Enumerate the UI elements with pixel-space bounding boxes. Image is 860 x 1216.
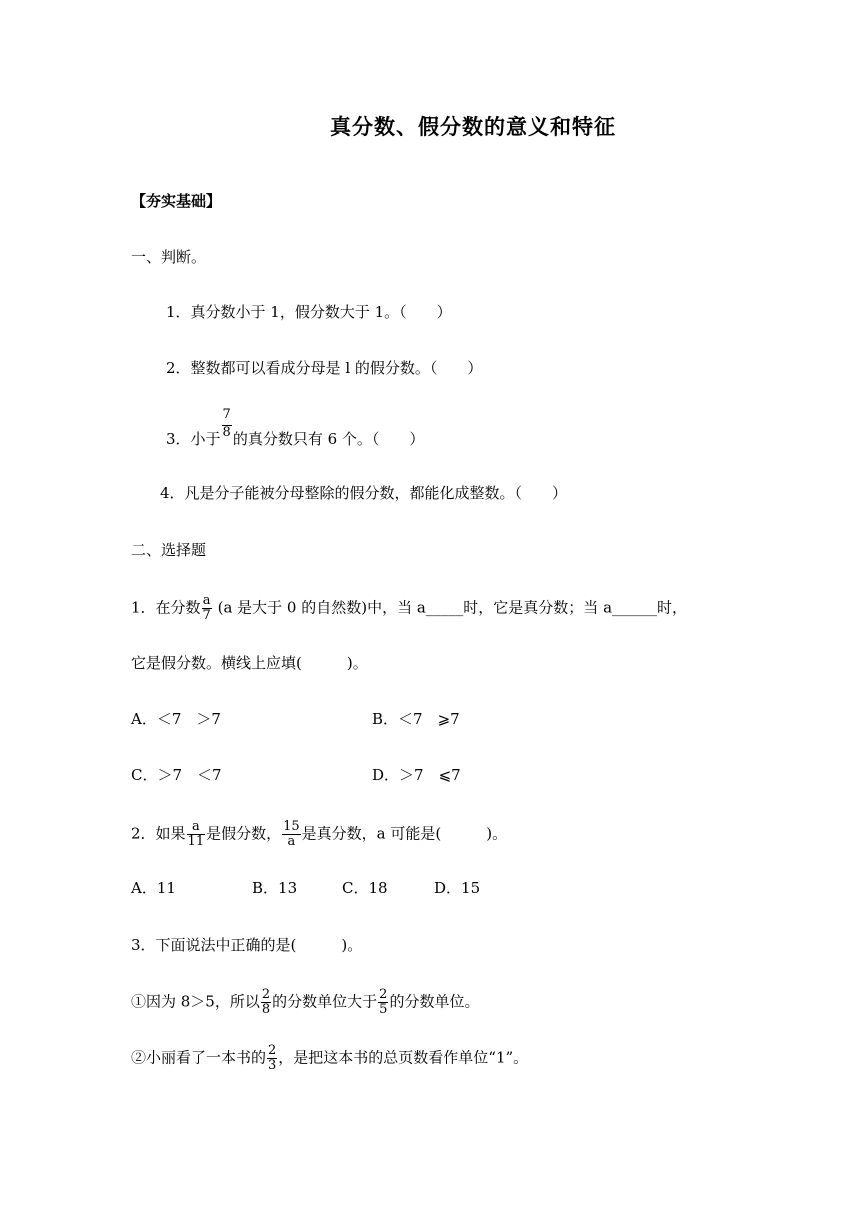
- judge-item-2: 2．整数都可以看成分母是 l 的假分数。（ ）: [166, 359, 483, 377]
- choice-q2-mid: 是假分数，: [206, 824, 282, 843]
- fraction-numerator: 7: [222, 408, 232, 426]
- fraction-numerator: 15: [283, 819, 300, 834]
- choice-q1-line2: 它是假分数。横线上应填( )。: [131, 654, 368, 672]
- choice-q2-option-c: C．18: [342, 879, 388, 897]
- fraction-denominator: 7: [202, 608, 211, 623]
- section-header: 【夯实基础】: [131, 192, 222, 210]
- judge-item-3: [166, 408, 424, 450]
- fraction-numerator: 2: [379, 987, 388, 1002]
- statement-1-mid: 的分数单位大于: [272, 992, 378, 1011]
- fraction-denominator: 11: [187, 834, 205, 849]
- fraction-2-5: [378, 988, 388, 1017]
- choice-q1-post: (a 是大于 0 的自然数)中，当 a_____时，它是真分数；当 a______时，: [212, 598, 688, 617]
- choice-q2-pre: 2．如果: [131, 824, 186, 843]
- choice-q3-statement-1: [131, 988, 479, 1017]
- choice-q3-stem: 3．下面说法中正确的是( )。: [131, 936, 363, 954]
- fraction-denominator: 3: [268, 1058, 277, 1073]
- fraction-denominator: 5: [379, 1002, 388, 1017]
- fraction-2-3: [267, 1044, 277, 1073]
- choice-q1-option-c: C．＞7 ＜7: [131, 766, 222, 784]
- fraction-numerator: 2: [268, 1043, 277, 1058]
- judge-item-3-pre: 3．小于: [166, 430, 221, 448]
- fraction-denominator: a: [287, 834, 296, 849]
- choice-q1-pre: 1．在分数: [131, 598, 201, 617]
- part2-heading: 二、选择题: [131, 541, 207, 559]
- choice-q1-line1: [131, 594, 687, 623]
- choice-q1-option-d: D．＞7 ⩽7: [372, 766, 461, 784]
- fraction-a-11: [187, 820, 206, 849]
- choice-q2-post: 是真分数，a 可能是( )。: [301, 824, 508, 843]
- choice-q3-statement-2: [131, 1044, 528, 1073]
- judge-item-4: 4．凡是分子能被分母整除的假分数，都能化成整数。（ ）: [160, 484, 568, 502]
- choice-q2-stem: [131, 820, 507, 849]
- choice-q1-option-a: A．＜7 ＞7: [131, 710, 221, 728]
- fraction-7-8: [222, 408, 232, 440]
- fraction-denominator: 8: [222, 425, 231, 440]
- page-title: 真分数、假分数的意义和特征: [330, 115, 616, 139]
- fraction-a-7: [202, 594, 212, 623]
- statement-1-post: 的分数单位。: [389, 992, 480, 1011]
- statement-2-pre: ②小丽看了一本书的: [131, 1048, 267, 1067]
- choice-q2-option-a: A．11: [131, 879, 176, 897]
- part1-heading: 一、判断。: [131, 248, 207, 266]
- judge-item-1: 1．真分数小于 1，假分数大于 1。（ ）: [166, 303, 452, 321]
- fraction-denominator: 8: [261, 1002, 271, 1017]
- choice-q1-option-b: B．＜7 ⩾7: [372, 710, 460, 728]
- judge-item-3-post: 的真分数只有 6 个。（ ）: [232, 430, 425, 448]
- statement-2-post: ，是把这本书的总页数看作单位“1”。: [278, 1048, 529, 1067]
- statement-1-pre: ①因为 8＞5，所以: [131, 992, 260, 1011]
- choice-q2-option-b: B．13: [252, 879, 298, 897]
- fraction-numerator: a: [187, 820, 206, 835]
- fraction-numerator: 2: [261, 987, 271, 1002]
- fraction-2-8: [261, 988, 271, 1017]
- fraction-numerator: a: [202, 593, 211, 608]
- fraction-15-a: [282, 820, 301, 849]
- choice-q2-option-d: D．15: [434, 879, 481, 897]
